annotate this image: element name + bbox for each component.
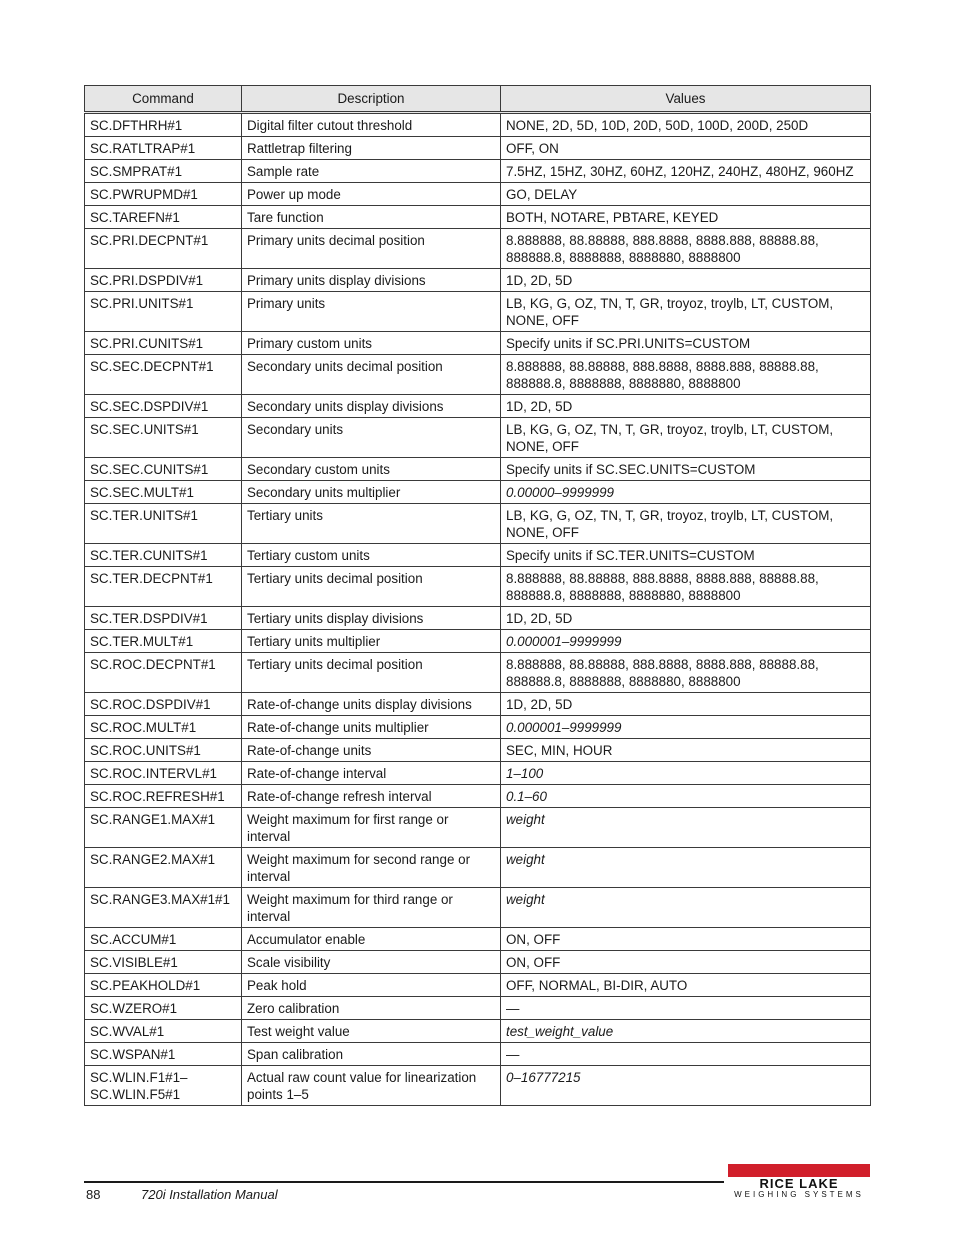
values-cell: 0.000001–9999999 — [501, 716, 871, 739]
command-cell: SC.WZERO#1 — [85, 997, 242, 1020]
command-cell: SC.ROC.INTERVL#1 — [85, 762, 242, 785]
command-cell: SC.ROC.MULT#1 — [85, 716, 242, 739]
description-cell: Span calibration — [242, 1043, 501, 1066]
table-row — [85, 1043, 871, 1066]
description-cell: Scale visibility — [242, 951, 501, 974]
table-row — [85, 1066, 871, 1106]
values-cell: 0–16777215 — [501, 1066, 871, 1106]
values-cell: 8.888888, 88.88888, 888.8888, 8888.888, 88888.88, 888888.8, 8888888, 8888880, 8888800 — [501, 229, 871, 269]
command-cell: SC.SEC.MULT#1 — [85, 481, 242, 504]
table-row — [85, 567, 871, 607]
values-cell: test_weight_value — [501, 1020, 871, 1043]
values-cell: LB, KG, G, OZ, TN, T, GR, troyoz, troylb, LT, CUSTOM, NONE, OFF — [501, 504, 871, 544]
table-row — [85, 762, 871, 785]
table-row — [85, 504, 871, 544]
description-cell: Secondary units multiplier — [242, 481, 501, 504]
table-row — [85, 888, 871, 928]
description-cell: Primary units display divisions — [242, 269, 501, 292]
description-cell: Tertiary units decimal position — [242, 567, 501, 607]
values-cell: — — [501, 997, 871, 1020]
description-cell: Rate-of-change units display divisions — [242, 693, 501, 716]
values-cell: — — [501, 1043, 871, 1066]
command-cell: SC.ROC.REFRESH#1 — [85, 785, 242, 808]
description-cell: Rate-of-change interval — [242, 762, 501, 785]
values-cell: 8.888888, 88.88888, 888.8888, 8888.888, 88888.88, 888888.8, 8888888, 8888880, 8888800 — [501, 653, 871, 693]
table-row — [85, 418, 871, 458]
rice-lake-logo — [728, 1164, 870, 1202]
description-cell: Actual raw count value for linearization points 1–5 — [242, 1066, 501, 1106]
values-cell: 1D, 2D, 5D — [501, 607, 871, 630]
values-cell: LB, KG, G, OZ, TN, T, GR, troyoz, troylb, LT, CUSTOM, NONE, OFF — [501, 292, 871, 332]
values-cell: weight — [501, 888, 871, 928]
description-cell: Tertiary units display divisions — [242, 607, 501, 630]
table-row — [85, 716, 871, 739]
command-cell: SC.ROC.UNITS#1 — [85, 739, 242, 762]
description-cell: Digital filter cutout threshold — [242, 113, 501, 137]
description-cell: Tare function — [242, 206, 501, 229]
command-cell: SC.PWRUPMD#1 — [85, 183, 242, 206]
table-row — [85, 481, 871, 504]
table-row — [85, 229, 871, 269]
table-row — [85, 544, 871, 567]
command-cell: SC.ROC.DSPDIV#1 — [85, 693, 242, 716]
command-cell: SC.TER.MULT#1 — [85, 630, 242, 653]
command-cell: SC.WSPAN#1 — [85, 1043, 242, 1066]
command-cell: SC.SEC.DSPDIV#1 — [85, 395, 242, 418]
table-row — [85, 785, 871, 808]
command-cell: SC.SEC.DECPNT#1 — [85, 355, 242, 395]
description-cell: Test weight value — [242, 1020, 501, 1043]
values-cell: Specify units if SC.SEC.UNITS=CUSTOM — [501, 458, 871, 481]
table-row — [85, 292, 871, 332]
values-cell: 8.888888, 88.88888, 888.8888, 8888.888, 88888.88, 888888.8, 8888888, 8888880, 8888800 — [501, 567, 871, 607]
command-cell: SC.RANGE2.MAX#1 — [85, 848, 242, 888]
description-cell: Zero calibration — [242, 997, 501, 1020]
table-row — [85, 630, 871, 653]
table-row — [85, 997, 871, 1020]
description-cell: Weight maximum for second range or interval — [242, 848, 501, 888]
table-row — [85, 653, 871, 693]
page-number: 88 — [86, 1187, 101, 1202]
table-row — [85, 355, 871, 395]
description-cell: Secondary custom units — [242, 458, 501, 481]
column-header-description: Description — [242, 86, 501, 113]
table-row — [85, 137, 871, 160]
values-cell: GO, DELAY — [501, 183, 871, 206]
description-cell: Tertiary units multiplier — [242, 630, 501, 653]
table-row — [85, 395, 871, 418]
table-row — [85, 269, 871, 292]
command-cell: SC.TER.DSPDIV#1 — [85, 607, 242, 630]
values-cell: 0.000001–9999999 — [501, 630, 871, 653]
logo-tagline: WEIGHING SYSTEMS — [734, 1190, 864, 1199]
table-row — [85, 183, 871, 206]
command-cell: SC.RATLTRAP#1 — [85, 137, 242, 160]
command-cell: SC.SEC.CUNITS#1 — [85, 458, 242, 481]
description-cell: Rattletrap filtering — [242, 137, 501, 160]
command-cell: SC.VISIBLE#1 — [85, 951, 242, 974]
values-cell: 1D, 2D, 5D — [501, 269, 871, 292]
values-cell: BOTH, NOTARE, PBTARE, KEYED — [501, 206, 871, 229]
table-row — [85, 928, 871, 951]
table-row — [85, 607, 871, 630]
values-cell: ON, OFF — [501, 928, 871, 951]
description-cell: Peak hold — [242, 974, 501, 997]
command-cell: SC.TAREFN#1 — [85, 206, 242, 229]
description-cell: Primary units — [242, 292, 501, 332]
description-cell: Secondary units display divisions — [242, 395, 501, 418]
values-cell: weight — [501, 808, 871, 848]
values-cell: NONE, 2D, 5D, 10D, 20D, 50D, 100D, 200D, 250D — [501, 113, 871, 137]
values-cell: Specify units if SC.TER.UNITS=CUSTOM — [501, 544, 871, 567]
values-cell: 1–100 — [501, 762, 871, 785]
command-cell: SC.ACCUM#1 — [85, 928, 242, 951]
table-row — [85, 739, 871, 762]
table-row — [85, 206, 871, 229]
table-row — [85, 160, 871, 183]
values-cell: ON, OFF — [501, 951, 871, 974]
command-cell: SC.TER.CUNITS#1 — [85, 544, 242, 567]
table-row — [85, 974, 871, 997]
values-cell: Specify units if SC.PRI.UNITS=CUSTOM — [501, 332, 871, 355]
command-cell: SC.PRI.CUNITS#1 — [85, 332, 242, 355]
values-cell: LB, KG, G, OZ, TN, T, GR, troyoz, troylb, LT, CUSTOM, NONE, OFF — [501, 418, 871, 458]
table-header-row — [85, 86, 871, 113]
table-body — [85, 113, 871, 1106]
description-cell: Rate-of-change units — [242, 739, 501, 762]
values-cell: 1D, 2D, 5D — [501, 395, 871, 418]
command-cell: SC.SMPRAT#1 — [85, 160, 242, 183]
command-cell: SC.PEAKHOLD#1 — [85, 974, 242, 997]
description-cell: Accumulator enable — [242, 928, 501, 951]
description-cell: Sample rate — [242, 160, 501, 183]
description-cell: Rate-of-change refresh interval — [242, 785, 501, 808]
command-cell: SC.PRI.DECPNT#1 — [85, 229, 242, 269]
table-row — [85, 458, 871, 481]
table-row — [85, 808, 871, 848]
table-row — [85, 693, 871, 716]
values-cell: 0.00000–9999999 — [501, 481, 871, 504]
values-cell: weight — [501, 848, 871, 888]
description-cell: Weight maximum for third range or interval — [242, 888, 501, 928]
command-cell: SC.TER.UNITS#1 — [85, 504, 242, 544]
command-cell: SC.SEC.UNITS#1 — [85, 418, 242, 458]
footer-rule — [84, 1181, 724, 1183]
description-cell: Secondary units decimal position — [242, 355, 501, 395]
values-cell: 8.888888, 88.88888, 888.8888, 8888.888, 88888.88, 888888.8, 8888888, 8888880, 8888800 — [501, 355, 871, 395]
command-cell: SC.PRI.UNITS#1 — [85, 292, 242, 332]
values-cell: 0.1–60 — [501, 785, 871, 808]
command-cell: SC.RANGE3.MAX#1#1 — [85, 888, 242, 928]
command-cell: SC.WVAL#1 — [85, 1020, 242, 1043]
values-cell: OFF, ON — [501, 137, 871, 160]
values-cell: 7.5HZ, 15HZ, 30HZ, 60HZ, 120HZ, 240HZ, 480HZ, 960HZ — [501, 160, 871, 183]
command-cell: SC.DFTHRH#1 — [85, 113, 242, 137]
description-cell: Tertiary units decimal position — [242, 653, 501, 693]
table-row — [85, 332, 871, 355]
values-cell: OFF, NORMAL, BI-DIR, AUTO — [501, 974, 871, 997]
command-table — [84, 85, 871, 1106]
description-cell: Weight maximum for first range or interval — [242, 808, 501, 848]
table-row — [85, 113, 871, 137]
description-cell: Rate-of-change units multiplier — [242, 716, 501, 739]
description-cell: Power up mode — [242, 183, 501, 206]
table-row — [85, 951, 871, 974]
command-cell: SC.ROC.DECPNT#1 — [85, 653, 242, 693]
logo-brand-text: RICE LAKE — [759, 1176, 839, 1191]
command-cell: SC.WLIN.F1#1– SC.WLIN.F5#1 — [85, 1066, 242, 1106]
command-cell: SC.PRI.DSPDIV#1 — [85, 269, 242, 292]
description-cell: Tertiary custom units — [242, 544, 501, 567]
values-cell: SEC, MIN, HOUR — [501, 739, 871, 762]
column-header-values: Values — [501, 86, 871, 113]
description-cell: Tertiary units — [242, 504, 501, 544]
manual-title: 720i Installation Manual — [141, 1187, 278, 1202]
description-cell: Primary custom units — [242, 332, 501, 355]
command-cell: SC.TER.DECPNT#1 — [85, 567, 242, 607]
description-cell: Secondary units — [242, 418, 501, 458]
description-cell: Primary units decimal position — [242, 229, 501, 269]
table-row — [85, 1020, 871, 1043]
table-row — [85, 848, 871, 888]
values-cell: 1D, 2D, 5D — [501, 693, 871, 716]
column-header-command: Command — [85, 86, 242, 113]
command-cell: SC.RANGE1.MAX#1 — [85, 808, 242, 848]
